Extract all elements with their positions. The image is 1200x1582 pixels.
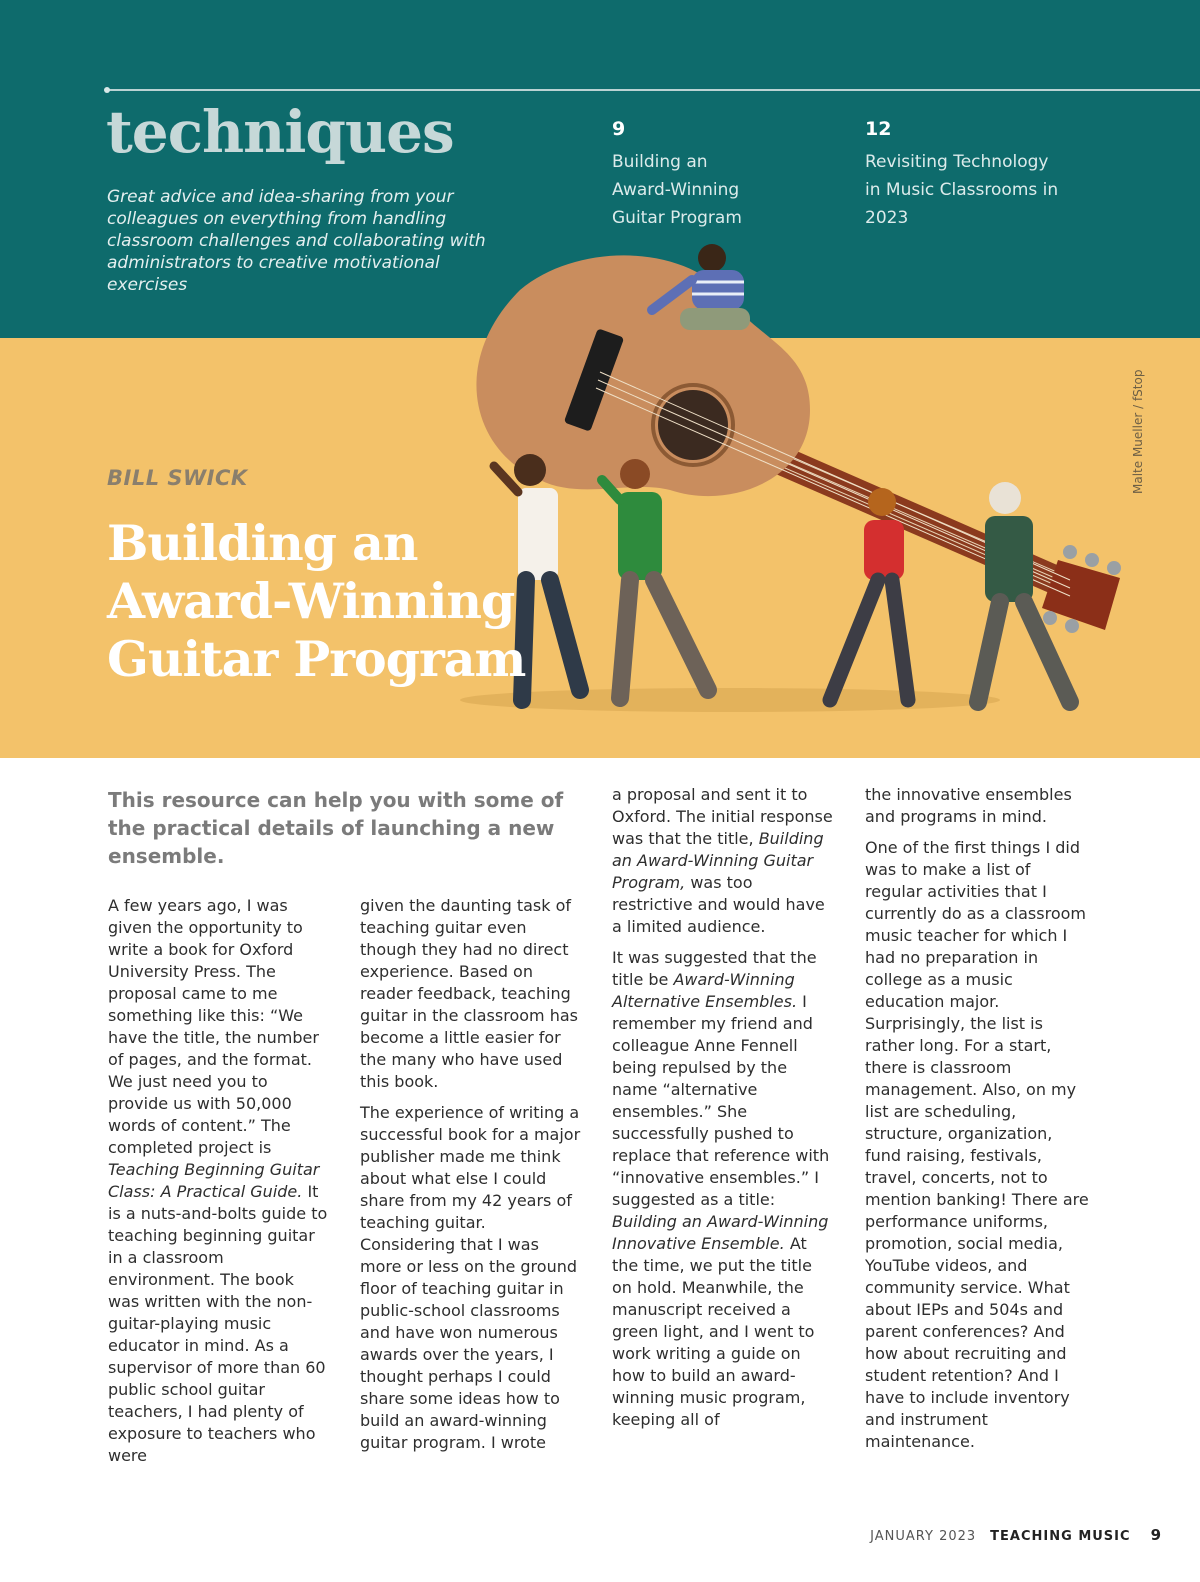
- body-paragraph: It was suggested that the title be Award-Winning Alternative Ensembles. I remember my friend and colleague Anne Fennell being repulsed by the name “alternative ensembles.” She successfully pushed to replace that reference with “innovative ensembles.” I suggested as a title: Building an Award-Winning Innovative Ensemble. At the time, we put the title on hold. Meanwhile, the manuscript received a green light, and I went to work writing a guide on how to build an award-winning music program, keeping all of: [612, 948, 830, 1429]
- toc-item-1[interactable]: [612, 116, 832, 232]
- toc-item-2[interactable]: [865, 116, 1105, 232]
- toc-page-number: 9: [612, 118, 626, 140]
- book-title: Building an Award-Winning Guitar Program,: [612, 829, 824, 892]
- photo-credit: Malte Mueller / fStop: [1131, 369, 1145, 494]
- issue-date: JANUARY 2023: [870, 1529, 977, 1544]
- body-column-2: [360, 895, 582, 1463]
- header-rule: [106, 89, 1200, 91]
- section-label: techniques: [106, 98, 454, 166]
- book-title: Teaching Beginning Guitar Class: A Practical Guide.: [108, 1160, 320, 1201]
- page-footer: [870, 1526, 1162, 1544]
- body-paragraph: One of the first things I did was to make a list of regular activities that I currently do as a classroom music teacher for which I had no preparation in college as a music education major. Surprisingly, the list is rather long. For a start, there is classroom management. Also, on my list are scheduling, structure, organization, fund raising, festivals, travel, concerts, not to mention banking! There are performance uniforms, promotion, social media, YouTube videos, and community service. What about IEPs and 504s and parent conferences? And how about recruiting and student retention? And I have to include inventory and instrument maintenance.: [865, 838, 1089, 1451]
- page-number: 9: [1150, 1526, 1162, 1544]
- magazine-name: TEACHING MUSIC: [990, 1529, 1131, 1544]
- book-title: Award-Winning Alternative Ensembles.: [612, 970, 798, 1011]
- ground-shadow: [460, 688, 1000, 712]
- toc-page-number: 12: [865, 118, 892, 140]
- body-paragraph: the innovative ensembles and programs in mind.: [865, 785, 1072, 826]
- toc-title: Revisiting Technology in Music Classrooms in 2023: [865, 152, 1059, 228]
- article-dek: This resource can help you with some of the practical details of launching a new ensemble.: [108, 788, 564, 868]
- body-column-4: [865, 784, 1091, 1462]
- body-paragraph: The experience of writing a successful book for a major publisher made me think about what else I could share from my 42 years of teaching guitar. Considering that I was more or less on the ground floor of teaching guitar in public-school classrooms and have won numerous awards over the years, I thought perhaps I could share some ideas how to build an award-winning guitar program. I wrote: [360, 1103, 581, 1452]
- book-title: Building an Award-Winning Innovative Ensemble.: [612, 1212, 829, 1253]
- section-intro: Great advice and idea-sharing from your colleagues on everything from handling classroom challenges and collaborating with administrators to creative motivational exercises: [107, 187, 486, 295]
- body-column-3: [612, 784, 834, 1440]
- body-column-1: [108, 895, 330, 1476]
- body-paragraph: A few years ago, I was given the opportunity to write a book for Oxford University Press. The proposal came to me something like this: “We have the title, the number of pages, and the format. We just need you to provide us with 50,000 words of content.” The completed project is Teaching Beginning Guitar Class: A Practical Guide. It is a nuts-and-bolts guide to teaching beginning guitar in a classroom environment. The book was written with the non-guitar-playing music educator in mind. As a supervisor of more than 60 public school guitar teachers, I had plenty of exposure to teachers who were: [108, 896, 328, 1465]
- body-paragraph: a proposal and sent it to Oxford. The initial response was that the title, Building an Award-Winning Guitar Program, was too restrictive and would have a limited audience.: [612, 785, 833, 936]
- body-paragraph: given the daunting task of teaching guitar even though they had no direct experience. Based on reader feedback, teaching guitar in the classroom has become a little easier for the many who have used this book.: [360, 896, 578, 1091]
- article-headline: Building an Award-Winning Guitar Program: [107, 514, 526, 688]
- toc-title: Building an Award-Winning Guitar Program: [612, 152, 742, 228]
- author-byline: BILL SWICK: [107, 466, 248, 490]
